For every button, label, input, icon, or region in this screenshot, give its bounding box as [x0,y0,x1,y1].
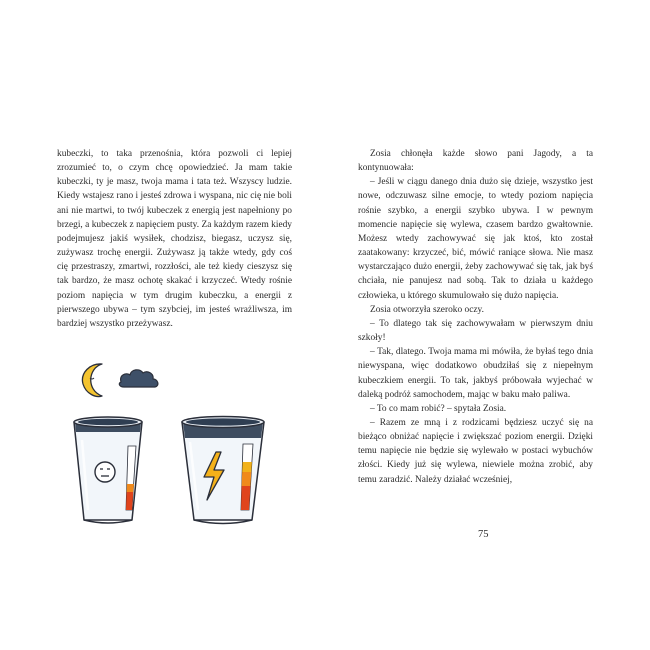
sad-face-icon [95,462,115,482]
paragraph: Zosia otworzyła szeroko oczy. [370,304,484,315]
cups-illustration-svg [68,360,273,530]
paragraph: kubeczki, to taka przenośnia, która pozwoli ci lepiej zrozumieć to, o czym chcę opowiedzieć. Ja mam takie kubeczki, ty je masz, twoja mama i tata też. Wszyscy ludzie. Kiedy wstajesz rano i jesteś zdrowa i wyspana, nic cię nie boli ani nie martwi, to twój kubeczek z energią jest napełniony po brzegi, a kubeczek z napięciem pusty. Za każdym razem kiedy podejmujesz jakiś wysiłek, chodzisz, biegasz, uczysz się, zużywasz trochę energii. Zużywasz ją także wtedy, gdy coś cię przestraszy, zmartwi, rozzłości, ale też kiedy cieszysz się tak bardzo, że masz ochotę skakać i krzyczeć. Wtedy rośnie poziom napięcia w tym drugim kubeczku, a energii z pierwszego ubywa – tym szybciej, im jesteś wrażliwsza, im bardziej wszystko przeżywasz. [57,149,292,329]
page-number: 75 [478,529,489,540]
paragraph: – To dlatego tak się zachowywałam w pierwszym dniu szkoły! [358,318,593,344]
left-text-column [57,147,292,331]
paragraph: – Jeśli w ciągu danego dnia dużo się dzieje, wszystko jest nowe, odczuwasz silne emocje, to wtedy poziom napięcia rośnie szybko, a energii szybko ubywa. I w pewnym momencie napięcie się wylewa, czasem bardzo gwałtownie. Możesz wtedy zachowywać się jak ktoś, kto został zaatakowany: krzyczeć, bić, mówić raniące słowa. Nie masz wystarczająco dużo energii, żeby zachowywać się tak, jak byś chciała, nie panujesz nad sobą. Tak to działa u każdego człowieka, u którego skumulowało się dużo napięcia. [358,177,593,301]
crescent-moon-icon [82,364,102,397]
paragraph: – Razem ze mną i z rodzicami będziesz uczyć się na bieżąco obniżać napięcie i zwiększać poziom energii. Dzięki temu napięcie nie będzie się wylewało w postaci wybuchów złości. Kiedy już się wylewa, niewiele można zrobić, aby temu zaradzić. Należy działać wcześniej, [358,417,593,485]
cups-illustration [68,360,273,530]
paragraph: – To co mam robić? – spytała Zosia. [370,403,507,414]
energy-cup-right [182,417,264,524]
paragraph: – Tak, dlatego. Twoja mama mi mówiła, że byłaś tego dnia niewyspana, więc dodatkowo obudziłaś się z niepełnym kubeczkiem energii. To tak, jakbyś próbowała wyjechać w daleką podróż samochodem, mając w baku mało paliwa. [358,347,593,400]
cloud-icon [119,370,158,387]
paragraph: Zosia chłonęła każde słowo pani Jagody, a ta kontynuowała: [358,149,593,174]
right-text-column [358,147,593,487]
energy-cup-left [74,417,142,523]
